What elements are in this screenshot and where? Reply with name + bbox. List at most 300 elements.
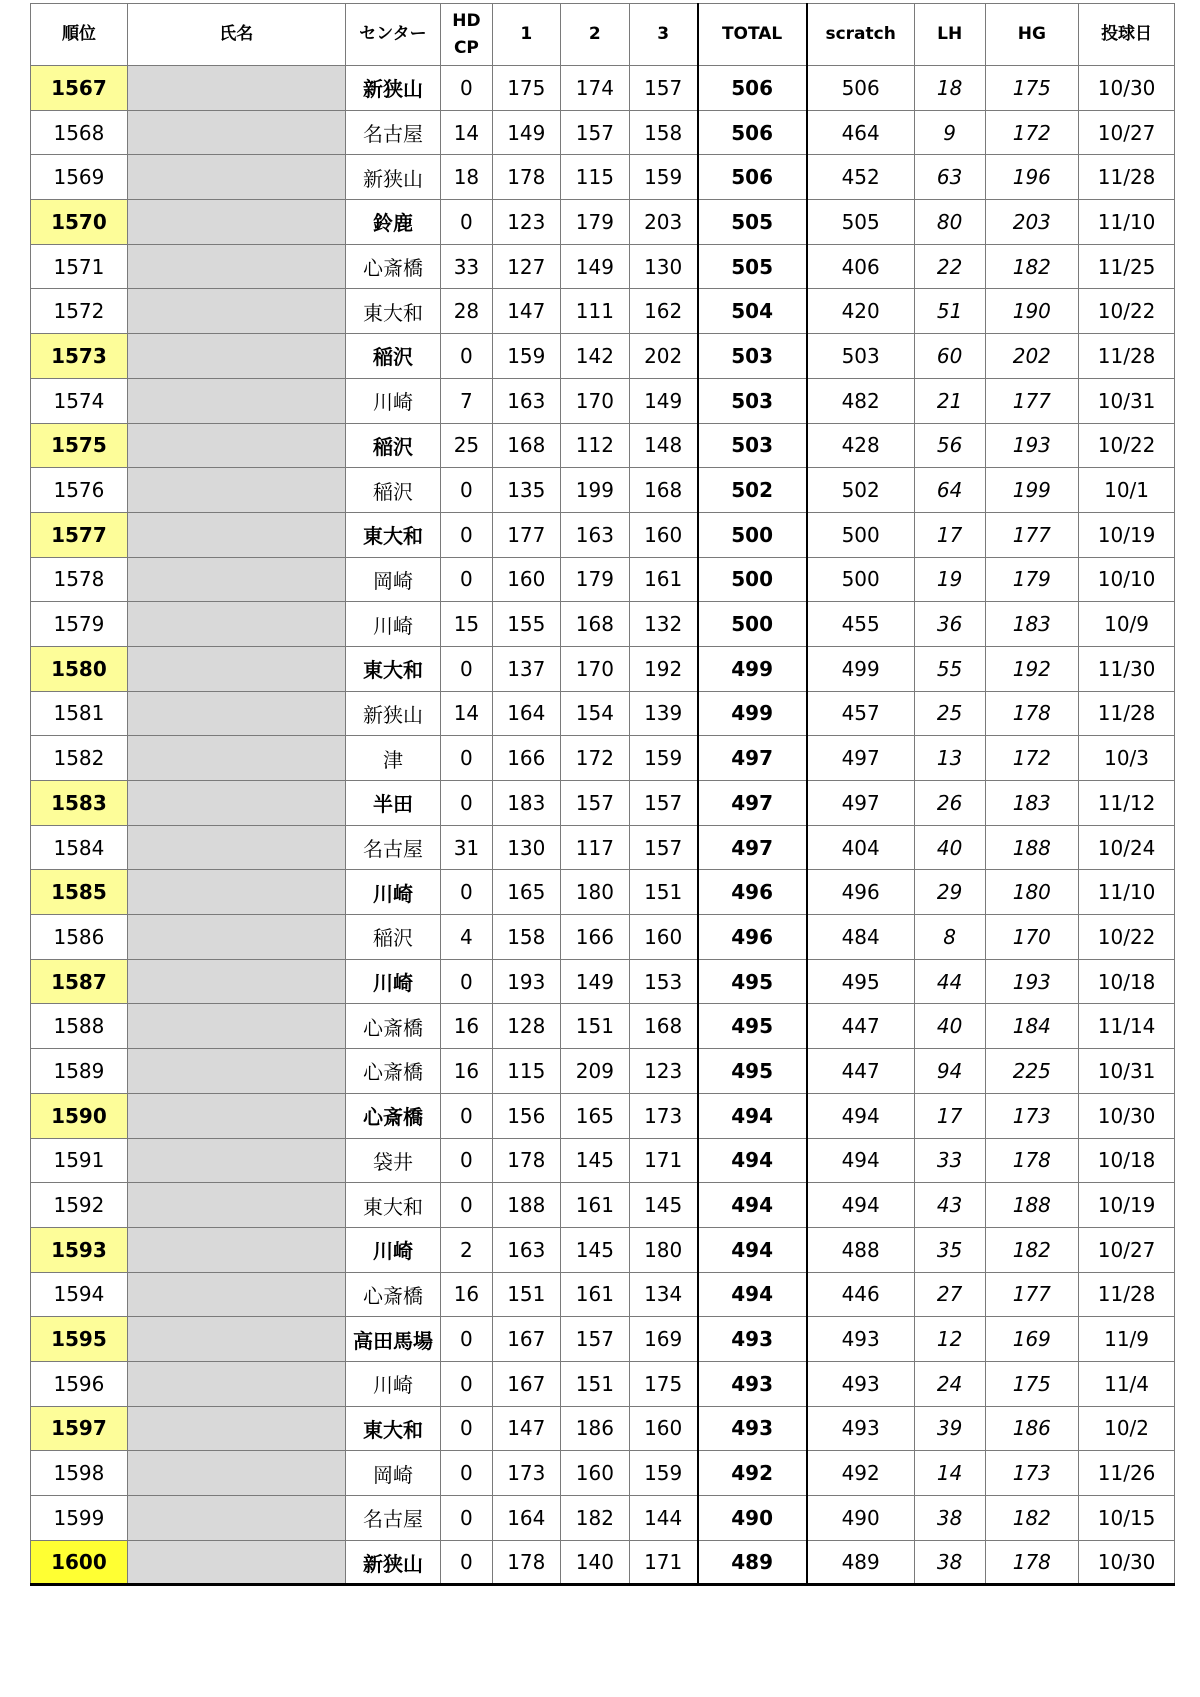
center-cell: 心斎橋 <box>345 1272 441 1317</box>
lh-cell: 29 <box>914 870 985 915</box>
lh-cell: 94 <box>914 1049 985 1094</box>
name-cell <box>127 1183 345 1228</box>
lh-cell: 38 <box>914 1540 985 1585</box>
game-2-cell: 168 <box>561 602 630 647</box>
total-cell: 506 <box>698 155 807 200</box>
header-lh: LH <box>914 4 985 66</box>
rank-cell: 1584 <box>31 825 128 870</box>
date-cell: 10/18 <box>1079 959 1175 1004</box>
rank-cell: 1591 <box>31 1138 128 1183</box>
hdcp-cell: 25 <box>441 423 492 468</box>
total-cell: 489 <box>698 1540 807 1585</box>
total-cell: 494 <box>698 1272 807 1317</box>
game-2-cell: 115 <box>561 155 630 200</box>
hg-cell: 179 <box>985 557 1079 602</box>
hdcp-cell: 33 <box>441 244 492 289</box>
game-3-cell: 159 <box>629 155 698 200</box>
center-cell: 川崎 <box>345 378 441 423</box>
game-2-cell: 117 <box>561 825 630 870</box>
table-row <box>31 557 1175 602</box>
scratch-cell: 499 <box>807 646 915 691</box>
date-cell: 10/19 <box>1079 1183 1175 1228</box>
date-cell: 10/30 <box>1079 66 1175 111</box>
hg-cell: 182 <box>985 1227 1079 1272</box>
scratch-cell: 493 <box>807 1317 915 1362</box>
table-row <box>31 1540 1175 1585</box>
total-cell: 493 <box>698 1317 807 1362</box>
date-cell: 11/28 <box>1079 1272 1175 1317</box>
total-cell: 506 <box>698 110 807 155</box>
center-cell: 新狭山 <box>345 691 441 736</box>
rank-cell: 1569 <box>31 155 128 200</box>
center-cell: 東大和 <box>345 1183 441 1228</box>
scratch-cell: 505 <box>807 200 915 245</box>
date-cell: 10/27 <box>1079 1227 1175 1272</box>
game-1-cell: 178 <box>492 1138 561 1183</box>
rank-cell: 1589 <box>31 1049 128 1094</box>
game-3-cell: 157 <box>629 66 698 111</box>
center-cell: 川崎 <box>345 1227 441 1272</box>
game-2-cell: 145 <box>561 1227 630 1272</box>
game-3-cell: 169 <box>629 1317 698 1362</box>
header-hdcp-line1: HD <box>452 10 481 31</box>
table-row <box>31 1451 1175 1496</box>
game-1-cell: 156 <box>492 1093 561 1138</box>
game-2-cell: 180 <box>561 870 630 915</box>
hg-cell: 178 <box>985 691 1079 736</box>
table-row <box>31 1227 1175 1272</box>
name-cell <box>127 468 345 513</box>
hdcp-cell: 31 <box>441 825 492 870</box>
rank-cell: 1579 <box>31 602 128 647</box>
lh-cell: 14 <box>914 1451 985 1496</box>
game-3-cell: 203 <box>629 200 698 245</box>
date-cell: 10/19 <box>1079 512 1175 557</box>
lh-cell: 26 <box>914 781 985 826</box>
name-cell <box>127 781 345 826</box>
hg-cell: 202 <box>985 334 1079 379</box>
name-cell <box>127 66 345 111</box>
center-cell: 心斎橋 <box>345 244 441 289</box>
game-1-cell: 128 <box>492 1004 561 1049</box>
lh-cell: 64 <box>914 468 985 513</box>
rank-cell: 1570 <box>31 200 128 245</box>
hdcp-cell: 0 <box>441 1138 492 1183</box>
header-rank: 順位 <box>31 4 128 66</box>
game-3-cell: 160 <box>629 512 698 557</box>
rank-cell: 1585 <box>31 870 128 915</box>
total-cell: 495 <box>698 959 807 1004</box>
game-1-cell: 147 <box>492 289 561 334</box>
scratch-cell: 494 <box>807 1138 915 1183</box>
rank-cell: 1578 <box>31 557 128 602</box>
hdcp-cell: 15 <box>441 602 492 647</box>
rank-cell: 1571 <box>31 244 128 289</box>
total-cell: 500 <box>698 602 807 647</box>
rank-cell: 1572 <box>31 289 128 334</box>
table-row <box>31 66 1175 111</box>
game-1-cell: 159 <box>492 334 561 379</box>
game-3-cell: 192 <box>629 646 698 691</box>
scratch-cell: 502 <box>807 468 915 513</box>
game-2-cell: 170 <box>561 646 630 691</box>
game-2-cell: 199 <box>561 468 630 513</box>
scratch-cell: 496 <box>807 870 915 915</box>
header-game-3: 3 <box>629 4 698 66</box>
lh-cell: 24 <box>914 1361 985 1406</box>
center-cell: 東大和 <box>345 289 441 334</box>
hg-cell: 203 <box>985 200 1079 245</box>
scratch-cell: 493 <box>807 1361 915 1406</box>
name-cell <box>127 1361 345 1406</box>
name-cell <box>127 1317 345 1362</box>
center-cell: 高田馬場 <box>345 1317 441 1362</box>
game-1-cell: 166 <box>492 736 561 781</box>
header-scratch: scratch <box>807 4 915 66</box>
game-1-cell: 165 <box>492 870 561 915</box>
rank-cell: 1600 <box>31 1540 128 1585</box>
lh-cell: 18 <box>914 66 985 111</box>
name-cell <box>127 110 345 155</box>
scratch-cell: 452 <box>807 155 915 200</box>
game-1-cell: 188 <box>492 1183 561 1228</box>
game-3-cell: 149 <box>629 378 698 423</box>
table-row <box>31 1272 1175 1317</box>
name-cell <box>127 1272 345 1317</box>
game-3-cell: 180 <box>629 1227 698 1272</box>
header-center: センター <box>345 4 441 66</box>
date-cell: 10/1 <box>1079 468 1175 513</box>
name-cell <box>127 1049 345 1094</box>
game-2-cell: 140 <box>561 1540 630 1585</box>
center-cell: 名古屋 <box>345 825 441 870</box>
game-2-cell: 112 <box>561 423 630 468</box>
total-cell: 499 <box>698 691 807 736</box>
hdcp-cell: 0 <box>441 1361 492 1406</box>
hdcp-cell: 16 <box>441 1004 492 1049</box>
table-row <box>31 646 1175 691</box>
hdcp-cell: 2 <box>441 1227 492 1272</box>
scratch-cell: 447 <box>807 1049 915 1094</box>
game-2-cell: 151 <box>561 1004 630 1049</box>
name-cell <box>127 1496 345 1541</box>
hdcp-cell: 0 <box>441 468 492 513</box>
center-cell: 川崎 <box>345 1361 441 1406</box>
game-1-cell: 177 <box>492 512 561 557</box>
scratch-cell: 484 <box>807 915 915 960</box>
game-3-cell: 123 <box>629 1049 698 1094</box>
center-cell: 津 <box>345 736 441 781</box>
game-1-cell: 137 <box>492 646 561 691</box>
total-cell: 504 <box>698 289 807 334</box>
game-2-cell: 182 <box>561 1496 630 1541</box>
game-2-cell: 111 <box>561 289 630 334</box>
scratch-cell: 500 <box>807 557 915 602</box>
game-3-cell: 132 <box>629 602 698 647</box>
total-cell: 500 <box>698 512 807 557</box>
name-cell <box>127 1406 345 1451</box>
rank-cell: 1574 <box>31 378 128 423</box>
game-2-cell: 166 <box>561 915 630 960</box>
name-cell <box>127 825 345 870</box>
table-row <box>31 423 1175 468</box>
hdcp-cell: 14 <box>441 110 492 155</box>
name-cell <box>127 1093 345 1138</box>
hg-cell: 188 <box>985 825 1079 870</box>
lh-cell: 25 <box>914 691 985 736</box>
name-cell <box>127 959 345 1004</box>
game-3-cell: 159 <box>629 1451 698 1496</box>
scratch-cell: 492 <box>807 1451 915 1496</box>
hg-cell: 172 <box>985 110 1079 155</box>
rank-cell: 1594 <box>31 1272 128 1317</box>
date-cell: 11/4 <box>1079 1361 1175 1406</box>
date-cell: 10/2 <box>1079 1406 1175 1451</box>
name-cell <box>127 244 345 289</box>
table-row <box>31 1183 1175 1228</box>
lh-cell: 56 <box>914 423 985 468</box>
game-1-cell: 164 <box>492 691 561 736</box>
lh-cell: 60 <box>914 334 985 379</box>
game-3-cell: 157 <box>629 781 698 826</box>
table-row <box>31 468 1175 513</box>
game-1-cell: 151 <box>492 1272 561 1317</box>
center-cell: 稲沢 <box>345 468 441 513</box>
center-cell: 心斎橋 <box>345 1049 441 1094</box>
game-3-cell: 145 <box>629 1183 698 1228</box>
lh-cell: 13 <box>914 736 985 781</box>
lh-cell: 19 <box>914 557 985 602</box>
table-row <box>31 200 1175 245</box>
name-cell <box>127 1138 345 1183</box>
game-3-cell: 168 <box>629 1004 698 1049</box>
header-hdcp <box>441 4 492 66</box>
name-cell <box>127 1540 345 1585</box>
game-2-cell: 157 <box>561 110 630 155</box>
hdcp-cell: 14 <box>441 691 492 736</box>
scratch-cell: 494 <box>807 1093 915 1138</box>
name-cell <box>127 378 345 423</box>
lh-cell: 17 <box>914 1093 985 1138</box>
table-row <box>31 1406 1175 1451</box>
hg-cell: 192 <box>985 646 1079 691</box>
game-3-cell: 148 <box>629 423 698 468</box>
table-row <box>31 244 1175 289</box>
center-cell: 鈴鹿 <box>345 200 441 245</box>
hdcp-cell: 0 <box>441 512 492 557</box>
hg-cell: 173 <box>985 1093 1079 1138</box>
total-cell: 505 <box>698 244 807 289</box>
date-cell: 11/9 <box>1079 1317 1175 1362</box>
hdcp-cell: 0 <box>441 959 492 1004</box>
rank-cell: 1596 <box>31 1361 128 1406</box>
hg-cell: 196 <box>985 155 1079 200</box>
lh-cell: 36 <box>914 602 985 647</box>
lh-cell: 44 <box>914 959 985 1004</box>
lh-cell: 51 <box>914 289 985 334</box>
total-cell: 494 <box>698 1227 807 1272</box>
lh-cell: 22 <box>914 244 985 289</box>
date-cell: 11/10 <box>1079 200 1175 245</box>
hg-cell: 177 <box>985 512 1079 557</box>
game-1-cell: 127 <box>492 244 561 289</box>
table-row <box>31 825 1175 870</box>
rank-cell: 1587 <box>31 959 128 1004</box>
rank-cell: 1581 <box>31 691 128 736</box>
game-1-cell: 178 <box>492 1540 561 1585</box>
center-cell: 半田 <box>345 781 441 826</box>
game-2-cell: 160 <box>561 1451 630 1496</box>
game-2-cell: 142 <box>561 334 630 379</box>
game-3-cell: 202 <box>629 334 698 379</box>
game-2-cell: 179 <box>561 557 630 602</box>
lh-cell: 17 <box>914 512 985 557</box>
game-3-cell: 168 <box>629 468 698 513</box>
hdcp-cell: 0 <box>441 334 492 379</box>
lh-cell: 63 <box>914 155 985 200</box>
center-cell: 岡崎 <box>345 557 441 602</box>
center-cell: 川崎 <box>345 602 441 647</box>
scratch-cell: 506 <box>807 66 915 111</box>
name-cell <box>127 870 345 915</box>
rank-cell: 1595 <box>31 1317 128 1362</box>
rank-cell: 1583 <box>31 781 128 826</box>
game-2-cell: 172 <box>561 736 630 781</box>
hdcp-cell: 28 <box>441 289 492 334</box>
scratch-cell: 464 <box>807 110 915 155</box>
game-1-cell: 163 <box>492 1227 561 1272</box>
table-row <box>31 1004 1175 1049</box>
hg-cell: 178 <box>985 1138 1079 1183</box>
game-1-cell: 160 <box>492 557 561 602</box>
name-cell <box>127 512 345 557</box>
rank-cell: 1573 <box>31 334 128 379</box>
hg-cell: 173 <box>985 1451 1079 1496</box>
hdcp-cell: 18 <box>441 155 492 200</box>
hg-cell: 225 <box>985 1049 1079 1094</box>
total-cell: 494 <box>698 1183 807 1228</box>
rank-cell: 1575 <box>31 423 128 468</box>
date-cell: 10/15 <box>1079 1496 1175 1541</box>
table-row <box>31 155 1175 200</box>
header-name: 氏名 <box>127 4 345 66</box>
center-cell: 名古屋 <box>345 1496 441 1541</box>
date-cell: 10/10 <box>1079 557 1175 602</box>
rank-cell: 1576 <box>31 468 128 513</box>
total-cell: 490 <box>698 1496 807 1541</box>
game-2-cell: 149 <box>561 244 630 289</box>
scratch-cell: 404 <box>807 825 915 870</box>
game-2-cell: 161 <box>561 1183 630 1228</box>
game-3-cell: 134 <box>629 1272 698 1317</box>
hg-cell: 177 <box>985 378 1079 423</box>
table-row <box>31 959 1175 1004</box>
hdcp-cell: 7 <box>441 378 492 423</box>
scratch-cell: 494 <box>807 1183 915 1228</box>
scratch-cell: 447 <box>807 1004 915 1049</box>
scratch-cell: 406 <box>807 244 915 289</box>
header-row <box>31 4 1175 66</box>
game-2-cell: 186 <box>561 1406 630 1451</box>
date-cell: 10/3 <box>1079 736 1175 781</box>
hg-cell: 177 <box>985 1272 1079 1317</box>
hg-cell: 193 <box>985 423 1079 468</box>
center-cell: 心斎橋 <box>345 1004 441 1049</box>
game-1-cell: 175 <box>492 66 561 111</box>
hdcp-cell: 0 <box>441 1183 492 1228</box>
table-row <box>31 110 1175 155</box>
table-row <box>31 289 1175 334</box>
lh-cell: 43 <box>914 1183 985 1228</box>
scratch-cell: 455 <box>807 602 915 647</box>
rank-cell: 1588 <box>31 1004 128 1049</box>
date-cell: 10/18 <box>1079 1138 1175 1183</box>
game-1-cell: 149 <box>492 110 561 155</box>
table-row <box>31 378 1175 423</box>
lh-cell: 40 <box>914 1004 985 1049</box>
table-row <box>31 781 1175 826</box>
total-cell: 497 <box>698 781 807 826</box>
scratch-cell: 446 <box>807 1272 915 1317</box>
game-2-cell: 209 <box>561 1049 630 1094</box>
game-2-cell: 149 <box>561 959 630 1004</box>
header-game-1: 1 <box>492 4 561 66</box>
game-3-cell: 173 <box>629 1093 698 1138</box>
total-cell: 495 <box>698 1049 807 1094</box>
center-cell: 名古屋 <box>345 110 441 155</box>
hg-cell: 180 <box>985 870 1079 915</box>
hdcp-cell: 16 <box>441 1272 492 1317</box>
game-1-cell: 168 <box>492 423 561 468</box>
game-3-cell: 162 <box>629 289 698 334</box>
center-cell: 新狭山 <box>345 1540 441 1585</box>
name-cell <box>127 423 345 468</box>
game-3-cell: 158 <box>629 110 698 155</box>
total-cell: 492 <box>698 1451 807 1496</box>
total-cell: 503 <box>698 423 807 468</box>
scratch-cell: 428 <box>807 423 915 468</box>
game-2-cell: 157 <box>561 781 630 826</box>
table-row <box>31 1049 1175 1094</box>
game-1-cell: 123 <box>492 200 561 245</box>
rank-cell: 1586 <box>31 915 128 960</box>
hdcp-cell: 16 <box>441 1049 492 1094</box>
game-2-cell: 151 <box>561 1361 630 1406</box>
total-cell: 493 <box>698 1361 807 1406</box>
lh-cell: 55 <box>914 646 985 691</box>
hdcp-cell: 0 <box>441 1317 492 1362</box>
game-1-cell: 158 <box>492 915 561 960</box>
center-cell: 稲沢 <box>345 334 441 379</box>
total-cell: 502 <box>698 468 807 513</box>
hg-cell: 178 <box>985 1540 1079 1585</box>
table-row <box>31 334 1175 379</box>
name-cell <box>127 200 345 245</box>
lh-cell: 8 <box>914 915 985 960</box>
game-1-cell: 163 <box>492 378 561 423</box>
ranking-table <box>30 3 1175 1586</box>
name-cell <box>127 1004 345 1049</box>
hdcp-cell: 0 <box>441 870 492 915</box>
total-cell: 505 <box>698 200 807 245</box>
game-3-cell: 139 <box>629 691 698 736</box>
table-row <box>31 602 1175 647</box>
hdcp-cell: 4 <box>441 915 492 960</box>
game-1-cell: 135 <box>492 468 561 513</box>
game-1-cell: 155 <box>492 602 561 647</box>
hdcp-cell: 0 <box>441 1093 492 1138</box>
hg-cell: 199 <box>985 468 1079 513</box>
